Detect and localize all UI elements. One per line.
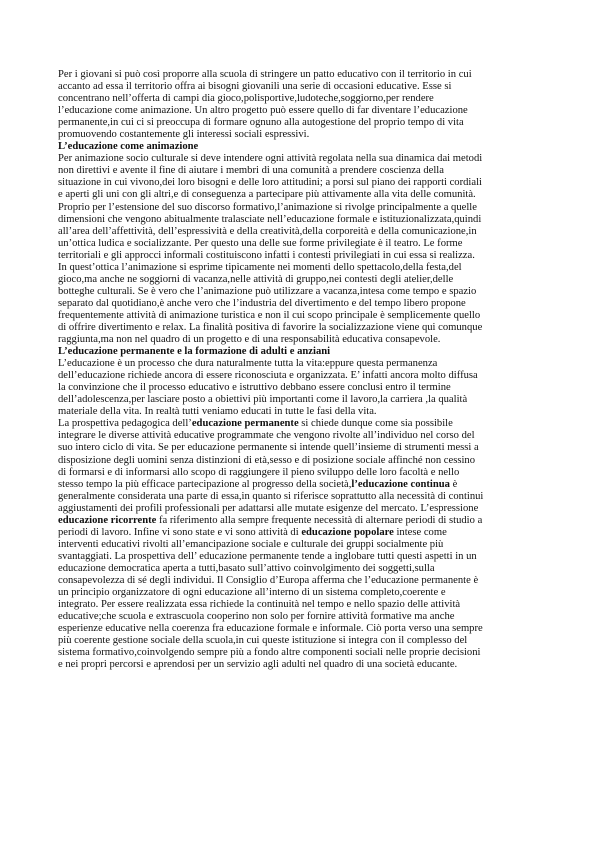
text-line: Per i giovani si può così proporre alla scuola di stringere un patto educativo con il territorio in cui <box>58 69 472 80</box>
text-line: integrato. Per essere realizzata essa richiede la continuità nel tempo e nello spazio delle attività <box>58 599 461 611</box>
text-line: disposizione degli uomini senza distinzioni di età,sesso e di posizione sociale affinché non cessino <box>58 454 475 466</box>
text-line: concentrano nell’offerta di campi dia gioco,polisportive,ludoteche,soggiorno,per rendere <box>58 93 434 105</box>
text-line: permanente,in cui ci si preoccupa di formare ognuno alla autogestione del proprio tempo di vita <box>58 117 464 129</box>
permanente-paragraph-1 <box>58 358 544 418</box>
text-line: e aperti gli uni con gli altri,e di conseguenza a partecipare più attivamente alla vita delle comunità. <box>58 189 476 201</box>
text-line: sistema formativo,coinvolgendo sempre più a fondo altre componenti sociali nelle proprie decisioni <box>58 647 481 659</box>
text-line: non direttivi e avente il fine di aiutare i membri di una comunità a prendere coscienza della <box>58 165 444 177</box>
text-line: accanto ad essa il territorio offra ai bisogni giovanili una serie di occasioni educative. Esse si <box>58 81 452 93</box>
text-line: un’ottica ludica e socializzante. Per questo una delle sue forme privilegiate è il teatro. Le forme <box>58 237 463 249</box>
text-line: di formarsi e di informarsi allo scopo di raggiungere il pieno sviluppo delle loro facoltà e nello <box>58 466 460 478</box>
text-line: la convinzione che il processo educativo e istruttivo debbano essere conclusi entro il termine <box>58 382 451 394</box>
text-line: separato dal quotidiano,è anche vero che l’industria del divertimento e del tempo libero propone <box>58 297 466 309</box>
document-body <box>58 69 544 671</box>
paragraph-lines <box>58 430 544 478</box>
text-line: suo intero ciclo di vita. Se per educazione permanente si intende quell’insieme di strumenti messi a <box>58 442 479 454</box>
term-educazione-popolare: educazione popolare <box>301 526 394 538</box>
animazione-paragraph <box>58 153 544 346</box>
text-line: esperienze educative nella coerenza fra educazione formale e informale. Ciò porta verso una sempre <box>58 623 483 635</box>
text-line: territoriali e gli approcci informali costituiscono infatti i contesti privilegiati in cui essa si realizza. <box>58 249 475 261</box>
text-line: dell’educazione richiede ancora di essere riconosciuta e organizzata. E’ infatti ancora molto diffusa <box>58 370 478 382</box>
text-line: educazione ricorrente fa riferimento alla sempre frequente necessità di alternare periodi di studio a <box>58 514 483 526</box>
permanente-paragraph-2 <box>58 418 544 671</box>
text-line: La prospettiva pedagogica dell’educazione permanente si chiede dunque come sia possibile <box>58 418 453 430</box>
section-heading-animazione: L’educazione come animazione <box>58 141 199 153</box>
text-line: generalmente considerata una parte di essa,in quanto si riferisce soprattutto alla necessità di continui <box>58 490 484 502</box>
text-line: aggiustamenti dei profili professionali per adattarsi alle mutate esigenze del mercato. L’espressione <box>58 502 479 514</box>
text-line: e nei propri percorsi e aprendosi per un servizio agli adulti nel quadro di una società educante. <box>58 659 458 671</box>
text-line: educative;che scuola e extrascuola cooperino non solo per fornire attività formative ma anche <box>58 611 455 623</box>
text-line: di offrire divertimento e relax. La finalità positiva di favorire la socializzazione viene qui comunque <box>58 321 483 333</box>
term-educazione-ricorrente: educazione ricorrente <box>58 514 157 526</box>
section-heading-educazione-permanente: L’educazione permanente e la formazione di adulti e anziani <box>58 346 331 358</box>
text-line: educazione democratica aperta a tutti,basato sull’attivo coinvolgimento dei soggetti,sulla <box>58 562 435 574</box>
text-line: dell’adolescenza,per lasciare posto a obiettivi più importanti come il lavoro,la carriera ,la qualità <box>58 394 468 406</box>
term-educazione-permanente: educazione permanente <box>191 418 299 430</box>
text-line: stesso tempo la più efficace partecipazione al progresso della società,l’educazione continua è <box>58 478 458 490</box>
text-line: frequentemente attività di animazione turistica e non il cui scopo principale è semplicemente quello <box>58 309 481 321</box>
text-line: un principio organizzatore di ogni educazione all’interno di un sistema completo,coerente e <box>58 587 446 599</box>
paragraph-lines <box>58 539 544 672</box>
text-line: all’area dell’affettività, dell’espressività e della creatività,della corporeità e della comunicazione,in <box>58 225 477 237</box>
paragraph-lines <box>58 491 544 515</box>
text-line: svantaggiati. La prospettiva dell’ educazione permanente tende a inglobare tutti questi aspetti in un <box>58 550 477 562</box>
text-line: situazione in cui vivono,dei loro bisogni e delle loro attitudini; a porsi sul piano dei rapporti cordiali <box>58 177 482 189</box>
text-line: periodi di lavoro. Infine vi sono state e vi sono attività di educazione popolare intese come <box>58 526 447 538</box>
text-line: consapevolezza di sé degli individui. Il Consiglio d’Europa afferma che l’educazione permanente è <box>58 574 479 586</box>
text-line: Proprio per l’estensione del suo discorso formativo,l’animazione si rivolge principalmente a quelle <box>58 201 477 213</box>
intro-paragraph <box>58 69 544 141</box>
text-line: gioco,ma anche ne soggiorni di vacanza,nelle attività di gruppo,nei contesti degli atelier,delle <box>58 273 454 285</box>
text-line: Per animazione socio culturale si deve intendere ogni attività regolata nella sua dinamica dai metodi <box>58 153 483 165</box>
text-line: più coerente gestione sociale della scuola,in cui queste istituzione si integra con il complesso del <box>58 635 468 647</box>
text-line: raggiunta,ma non nel quadro di un progetto e di una responsabilità educativa consapevole. <box>58 334 441 346</box>
text-line: dimensioni che vengono abitualmente tralasciate nell’educazione formale e istituzionalizzata,quindi <box>58 213 482 225</box>
text-line: integrare le diverse attività educative programmate che vengono rivolte all’individuo nel corso del <box>58 430 475 442</box>
text-line: botteghe culturali. Se è vero che l’animazione può utilizzare a vacanza,intesa come tempo e spazio <box>58 285 477 297</box>
text-line: L’educazione è un processo che dura naturalmente tutta la vita:eppure questa permanenza <box>58 358 438 370</box>
text-line: In quest’ottica l’animazione si esprime tipicamente nei momenti dello spettacolo,della festa,del <box>58 261 462 273</box>
text-line: promuovendo costantemente gli interessi sociali espressivi. <box>58 129 310 141</box>
term-educazione-continua: l’educazione continua <box>351 478 450 490</box>
text-line: l’educazione come animazione. Un altro progetto può essere quello di far diventare l’educazione <box>58 105 468 117</box>
text-line: materiale della vita. In realtà tutti veniamo educati in tutte le fasi della vita. <box>58 406 377 418</box>
text-line: interventi educativi rivolti all’emancipazione sociale e culturale dei gruppi socialmente più <box>58 538 444 550</box>
